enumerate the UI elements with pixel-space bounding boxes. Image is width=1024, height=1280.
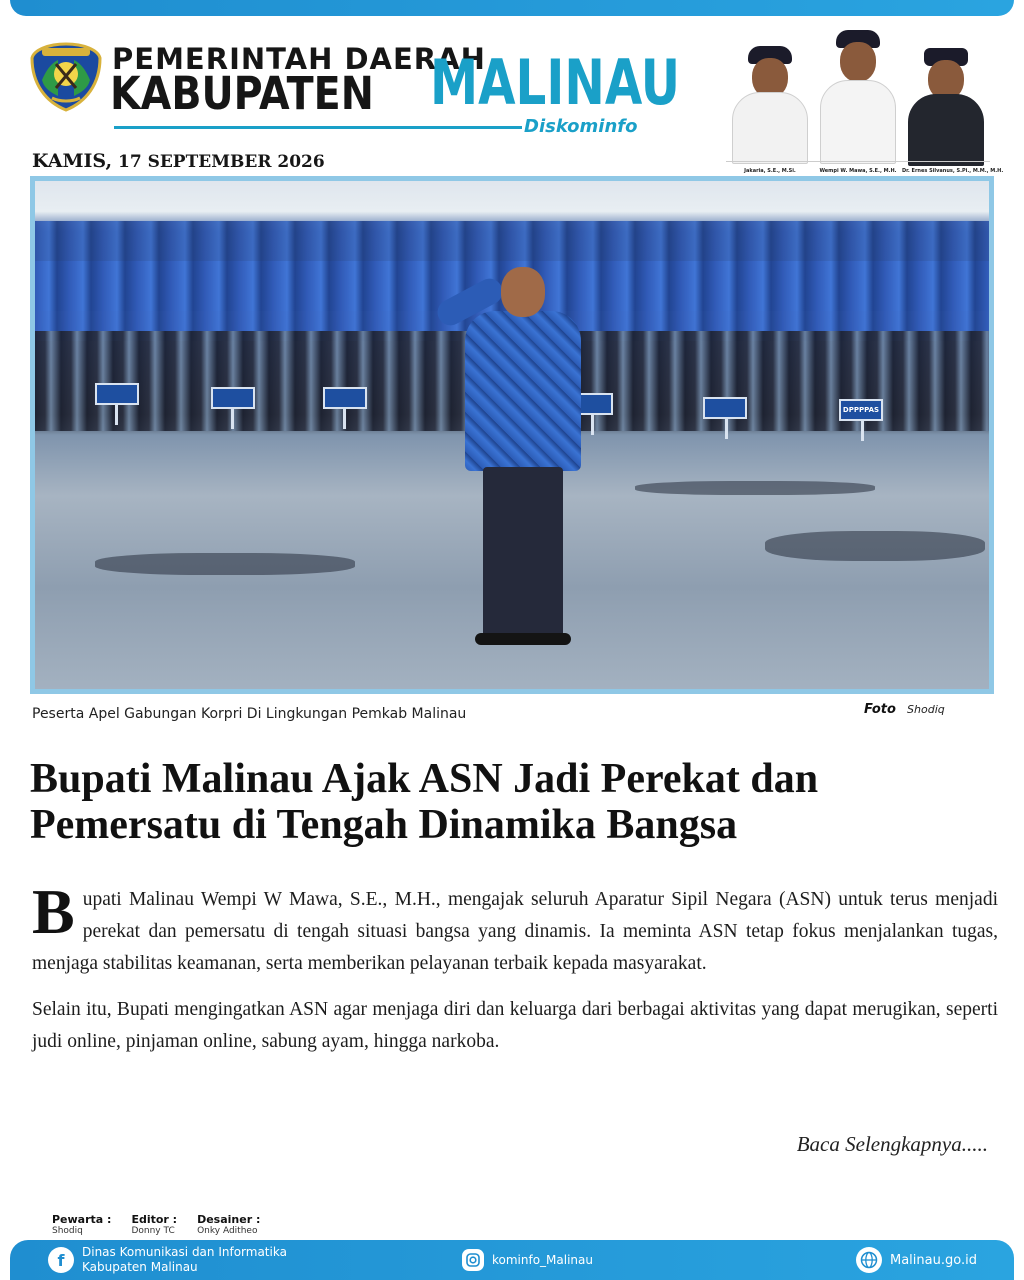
footer-facebook-link[interactable]: [48, 1240, 287, 1280]
unit-sign: [323, 387, 367, 409]
article-credits: [52, 1213, 260, 1236]
main-photo: [35, 181, 989, 689]
credit-value: Donny TC: [131, 1226, 175, 1236]
header-title-line2: KABUPATEN: [110, 67, 374, 120]
footer-bar: [10, 1240, 1014, 1280]
officials-portraits: [726, 20, 1004, 174]
credit-label: Editor :: [131, 1213, 178, 1226]
article-paragraph-2: Selain itu, Bupati mengingatkan ASN agar menjaga diri dan keluarga dari berbagai aktivitas yang dapat merugikan, seperti judi online, pinjaman online, sabung ayam, hingga narkoba.: [32, 999, 998, 1052]
unit-sign-label: DPPPPAS: [842, 406, 880, 414]
photo-caption: Peserta Apel Gabungan Korpri Di Lingkungan Pemkab Malinau: [32, 706, 467, 722]
footer-instagram-text: kominfo_Malinau: [492, 1252, 593, 1267]
photo-credit: [864, 698, 945, 717]
read-more-link[interactable]: Baca Selengkapnya.....: [796, 1132, 988, 1156]
unit-sign: [839, 399, 883, 421]
facebook-line-1: Dinas Komunikasi dan Informatika: [82, 1245, 287, 1259]
credit-value: Onky Aditheo: [197, 1226, 258, 1236]
drop-cap: B: [32, 876, 75, 947]
photo-credit-name: Shodiq: [907, 703, 945, 716]
official-name: Wempi W. Mawa, S.E., M.H.: [819, 168, 897, 174]
official-name: Jakaria, S.E., M.Si.: [744, 168, 796, 174]
paragraph-1-text: upati Malinau Wempi W Mawa, S.E., M.H., mengajak seluruh Aparatur Sipil Negara (ASN) untuk terus menjadi perekat dan pemersatu di tengah situasi bangsa yang dinamis. Ia meminta ASN tetap fokus menjalankan tugas, menjaga stabilitas keamanan, serta memberikan pelayanan terbaik kepada masyarakat.: [32, 889, 998, 974]
header-brand: MALINAU: [430, 46, 681, 119]
article-paragraph-1: [32, 876, 998, 980]
credit-editor: [131, 1213, 177, 1236]
article-headline: Bupati Malinau Ajak ASN Jadi Perekat dan Pemersatu di Tengah Dinamika Bangsa: [30, 756, 819, 848]
top-accent-bar: [10, 0, 1014, 16]
credit-reporter: [52, 1213, 111, 1236]
official-portrait: [814, 30, 902, 174]
credit-designer: [197, 1213, 260, 1236]
unit-sign: [211, 387, 255, 409]
footer-website-link[interactable]: [856, 1240, 977, 1280]
date-value: 17 SEPTEMBER 2026: [118, 152, 325, 172]
credit-label: Desainer :: [197, 1213, 261, 1226]
instagram-icon: [462, 1249, 484, 1271]
photo-credit-label: Foto: [864, 702, 896, 717]
globe-icon: [856, 1247, 882, 1273]
footer-website-text: Malinau.go.id: [890, 1252, 977, 1268]
regency-emblem-icon: [28, 40, 104, 112]
header-department: Diskominfo: [524, 116, 638, 137]
facebook-line-2: Kabupaten Malinau: [82, 1260, 198, 1274]
footer-facebook-text: [82, 1245, 287, 1275]
main-photo-frame: [30, 176, 994, 694]
credit-value: Shodiq: [52, 1226, 83, 1236]
header-title-line1: PEMERINTAH DAERAH: [112, 42, 486, 76]
official-name: Dr. Ernes Silvanus, S.Pi., M.M., M.H.: [902, 168, 1004, 174]
official-portrait: [726, 42, 814, 174]
unit-sign: [703, 397, 747, 419]
publication-date: [32, 150, 325, 172]
regency-logo: [28, 40, 104, 112]
date-day: KAMIS,: [32, 150, 113, 172]
header-underline: [114, 126, 522, 129]
official-portrait: [902, 42, 1004, 174]
credit-label: Pewarta :: [52, 1213, 112, 1226]
article-body: [32, 876, 998, 1058]
facebook-icon: f: [48, 1247, 74, 1273]
unit-sign: [95, 383, 139, 405]
footer-instagram-link[interactable]: [462, 1240, 593, 1280]
